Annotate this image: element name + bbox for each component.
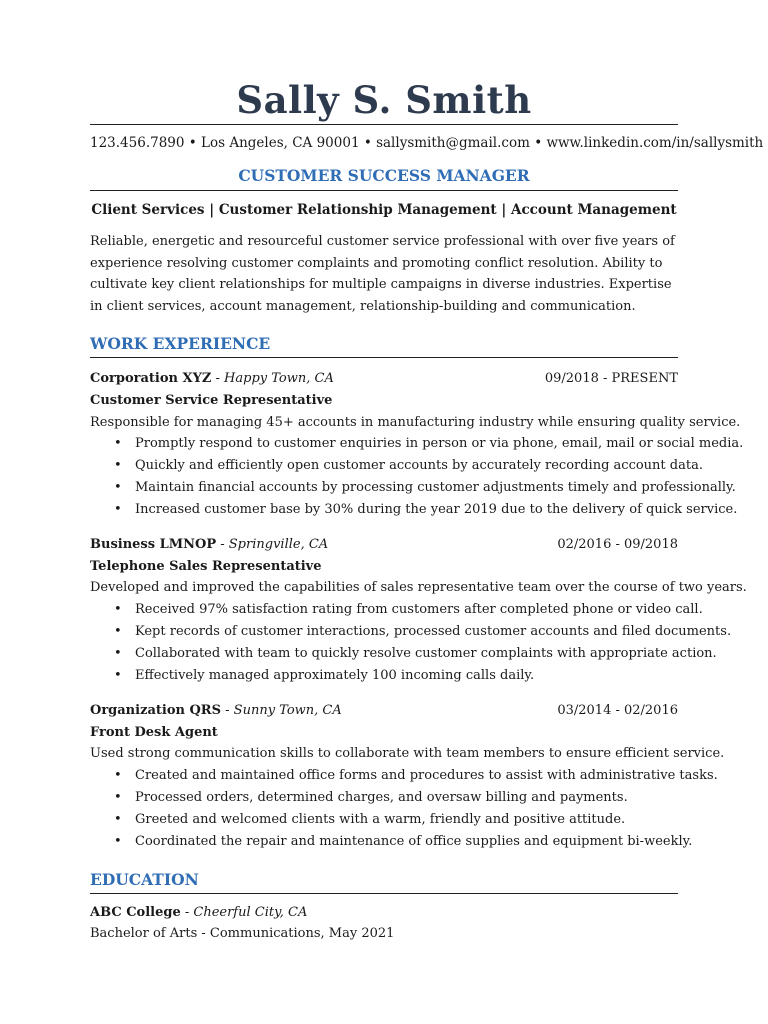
- bullet-item: [114, 499, 738, 521]
- school-location: Cheerful City, CA: [193, 904, 308, 920]
- bullet-item: [114, 599, 703, 621]
- bullet-text: Collaborated with team to quickly resolve customer complaints with appropriate action.: [135, 645, 717, 661]
- job-entry: [90, 368, 744, 521]
- location-separator: -: [180, 904, 194, 920]
- job-dates: 09/2018 - PRESENT: [544, 371, 678, 387]
- job-description: Used strong communication skills to collaborate with team members to ensure efficient service.: [90, 746, 725, 762]
- company-name: Business LMNOP: [90, 537, 217, 553]
- job-title: CUSTOMER SUCCESS MANAGER: [238, 166, 530, 185]
- degree: Bachelor of Arts - Communications, May 2021: [90, 926, 395, 942]
- job-description: Developed and improved the capabilities of sales representative team over the course of two years.: [90, 580, 747, 596]
- bullet-icon: •: [114, 458, 122, 474]
- job-description: Responsible for managing 45+ accounts in manufacturing industry while ensuring quality service.: [90, 414, 741, 430]
- bullet-icon: •: [114, 767, 122, 783]
- bullet-icon: •: [114, 436, 122, 452]
- job-header: [90, 368, 678, 390]
- job-bullets: [90, 765, 718, 853]
- location-separator: -: [221, 702, 234, 718]
- bullet-text: Increased customer base by 30% during the year 2019 due to the delivery of quick service.: [135, 502, 738, 518]
- job-location: Happy Town, CA: [224, 371, 334, 387]
- bullet-text: Greeted and welcomed clients with a warm, friendly and positive attitude.: [135, 811, 626, 827]
- bullet-item: [114, 787, 678, 809]
- job-role: Front Desk Agent: [90, 724, 218, 740]
- bullet-item: [114, 765, 718, 787]
- job-role: Customer Service Representative: [90, 392, 333, 408]
- job-header: [90, 534, 678, 556]
- bullet-item: [114, 433, 744, 455]
- bullet-text: Promptly respond to customer enquiries in person or via phone, email, mail or social media.: [135, 436, 744, 452]
- job-entry: [90, 534, 747, 687]
- bullet-item: [114, 455, 703, 477]
- bullet-icon: •: [114, 789, 122, 805]
- location-separator: -: [211, 371, 225, 387]
- job-entry: [90, 700, 725, 853]
- bullet-item: [114, 831, 693, 853]
- job-dates: 03/2014 - 02/2016: [557, 702, 678, 718]
- candidate-name: Sally S. Smith: [236, 78, 532, 122]
- company-name: Corporation XYZ: [90, 371, 212, 387]
- bullet-item: [114, 477, 736, 499]
- bullet-text: Processed orders, determined charges, and oversaw billing and payments.: [135, 789, 628, 805]
- title-divider: [90, 190, 678, 191]
- bullet-text: Kept records of customer interactions, processed customer accounts and filed documents.: [135, 623, 732, 639]
- bullet-text: Created and maintained office forms and procedures to assist with administrative tasks.: [135, 767, 718, 783]
- bullet-icon: •: [114, 623, 122, 639]
- job-bullets: [90, 433, 744, 521]
- bullet-text: Quickly and efficiently open customer accounts by accurately recording account data.: [135, 458, 703, 474]
- employer: [90, 534, 328, 556]
- bullet-icon: •: [114, 601, 122, 617]
- school-name: ABC College: [90, 904, 181, 920]
- education-entry: [90, 902, 678, 945]
- bullet-icon: •: [114, 667, 122, 683]
- bullet-item: [114, 643, 717, 665]
- professional-summary: Reliable, energetic and resourceful customer service professional with over five years of experience resolving customer complaints and promoting conflict resolution. Ability to cultivate key client relationships for multiple campaigns in diverse industries. Expertise in client services, account management, relationship-building and communication.: [90, 234, 675, 314]
- core-skills: Client Services | Customer Relationship Management | Account Management: [91, 202, 677, 218]
- employer: [90, 700, 342, 722]
- bullet-text: Maintain financial accounts by processing customer adjustments timely and professionally.: [135, 480, 736, 496]
- bullet-icon: •: [114, 645, 122, 661]
- employer: [90, 368, 334, 390]
- bullet-icon: •: [114, 502, 122, 518]
- bullet-icon: •: [114, 833, 122, 849]
- education-heading: EDUCATION: [90, 869, 199, 889]
- bullet-item: [114, 621, 732, 643]
- bullet-item: [114, 809, 678, 831]
- contact-info: 123.456.7890 • Los Angeles, CA 90001 • sallysmith@gmail.com • www.linkedin.com/in/sallysmith: [90, 135, 764, 151]
- bullet-icon: •: [114, 811, 122, 827]
- job-dates: 02/2016 - 09/2018: [557, 537, 678, 553]
- bullet-icon: •: [114, 480, 122, 496]
- work-experience-divider: [90, 357, 678, 358]
- company-name: Organization QRS: [90, 702, 221, 718]
- job-header: [90, 700, 678, 722]
- bullet-text: Effectively managed approximately 100 incoming calls daily.: [135, 667, 535, 683]
- bullet-text: Received 97% satisfaction rating from customers after completed phone or video call.: [135, 601, 703, 617]
- work-experience-heading: WORK EXPERIENCE: [90, 334, 271, 354]
- job-bullets: [90, 599, 732, 687]
- job-location: Springville, CA: [228, 537, 329, 553]
- location-separator: -: [216, 537, 229, 553]
- education-divider: [90, 893, 678, 894]
- bullet-text: Coordinated the repair and maintenance of office supplies and equipment bi-weekly.: [135, 833, 693, 849]
- job-location: Sunny Town, CA: [233, 702, 342, 718]
- name-divider: [90, 124, 678, 125]
- bullet-item: [114, 665, 678, 687]
- job-role: Telephone Sales Representative: [90, 558, 322, 574]
- school-line: [90, 902, 678, 924]
